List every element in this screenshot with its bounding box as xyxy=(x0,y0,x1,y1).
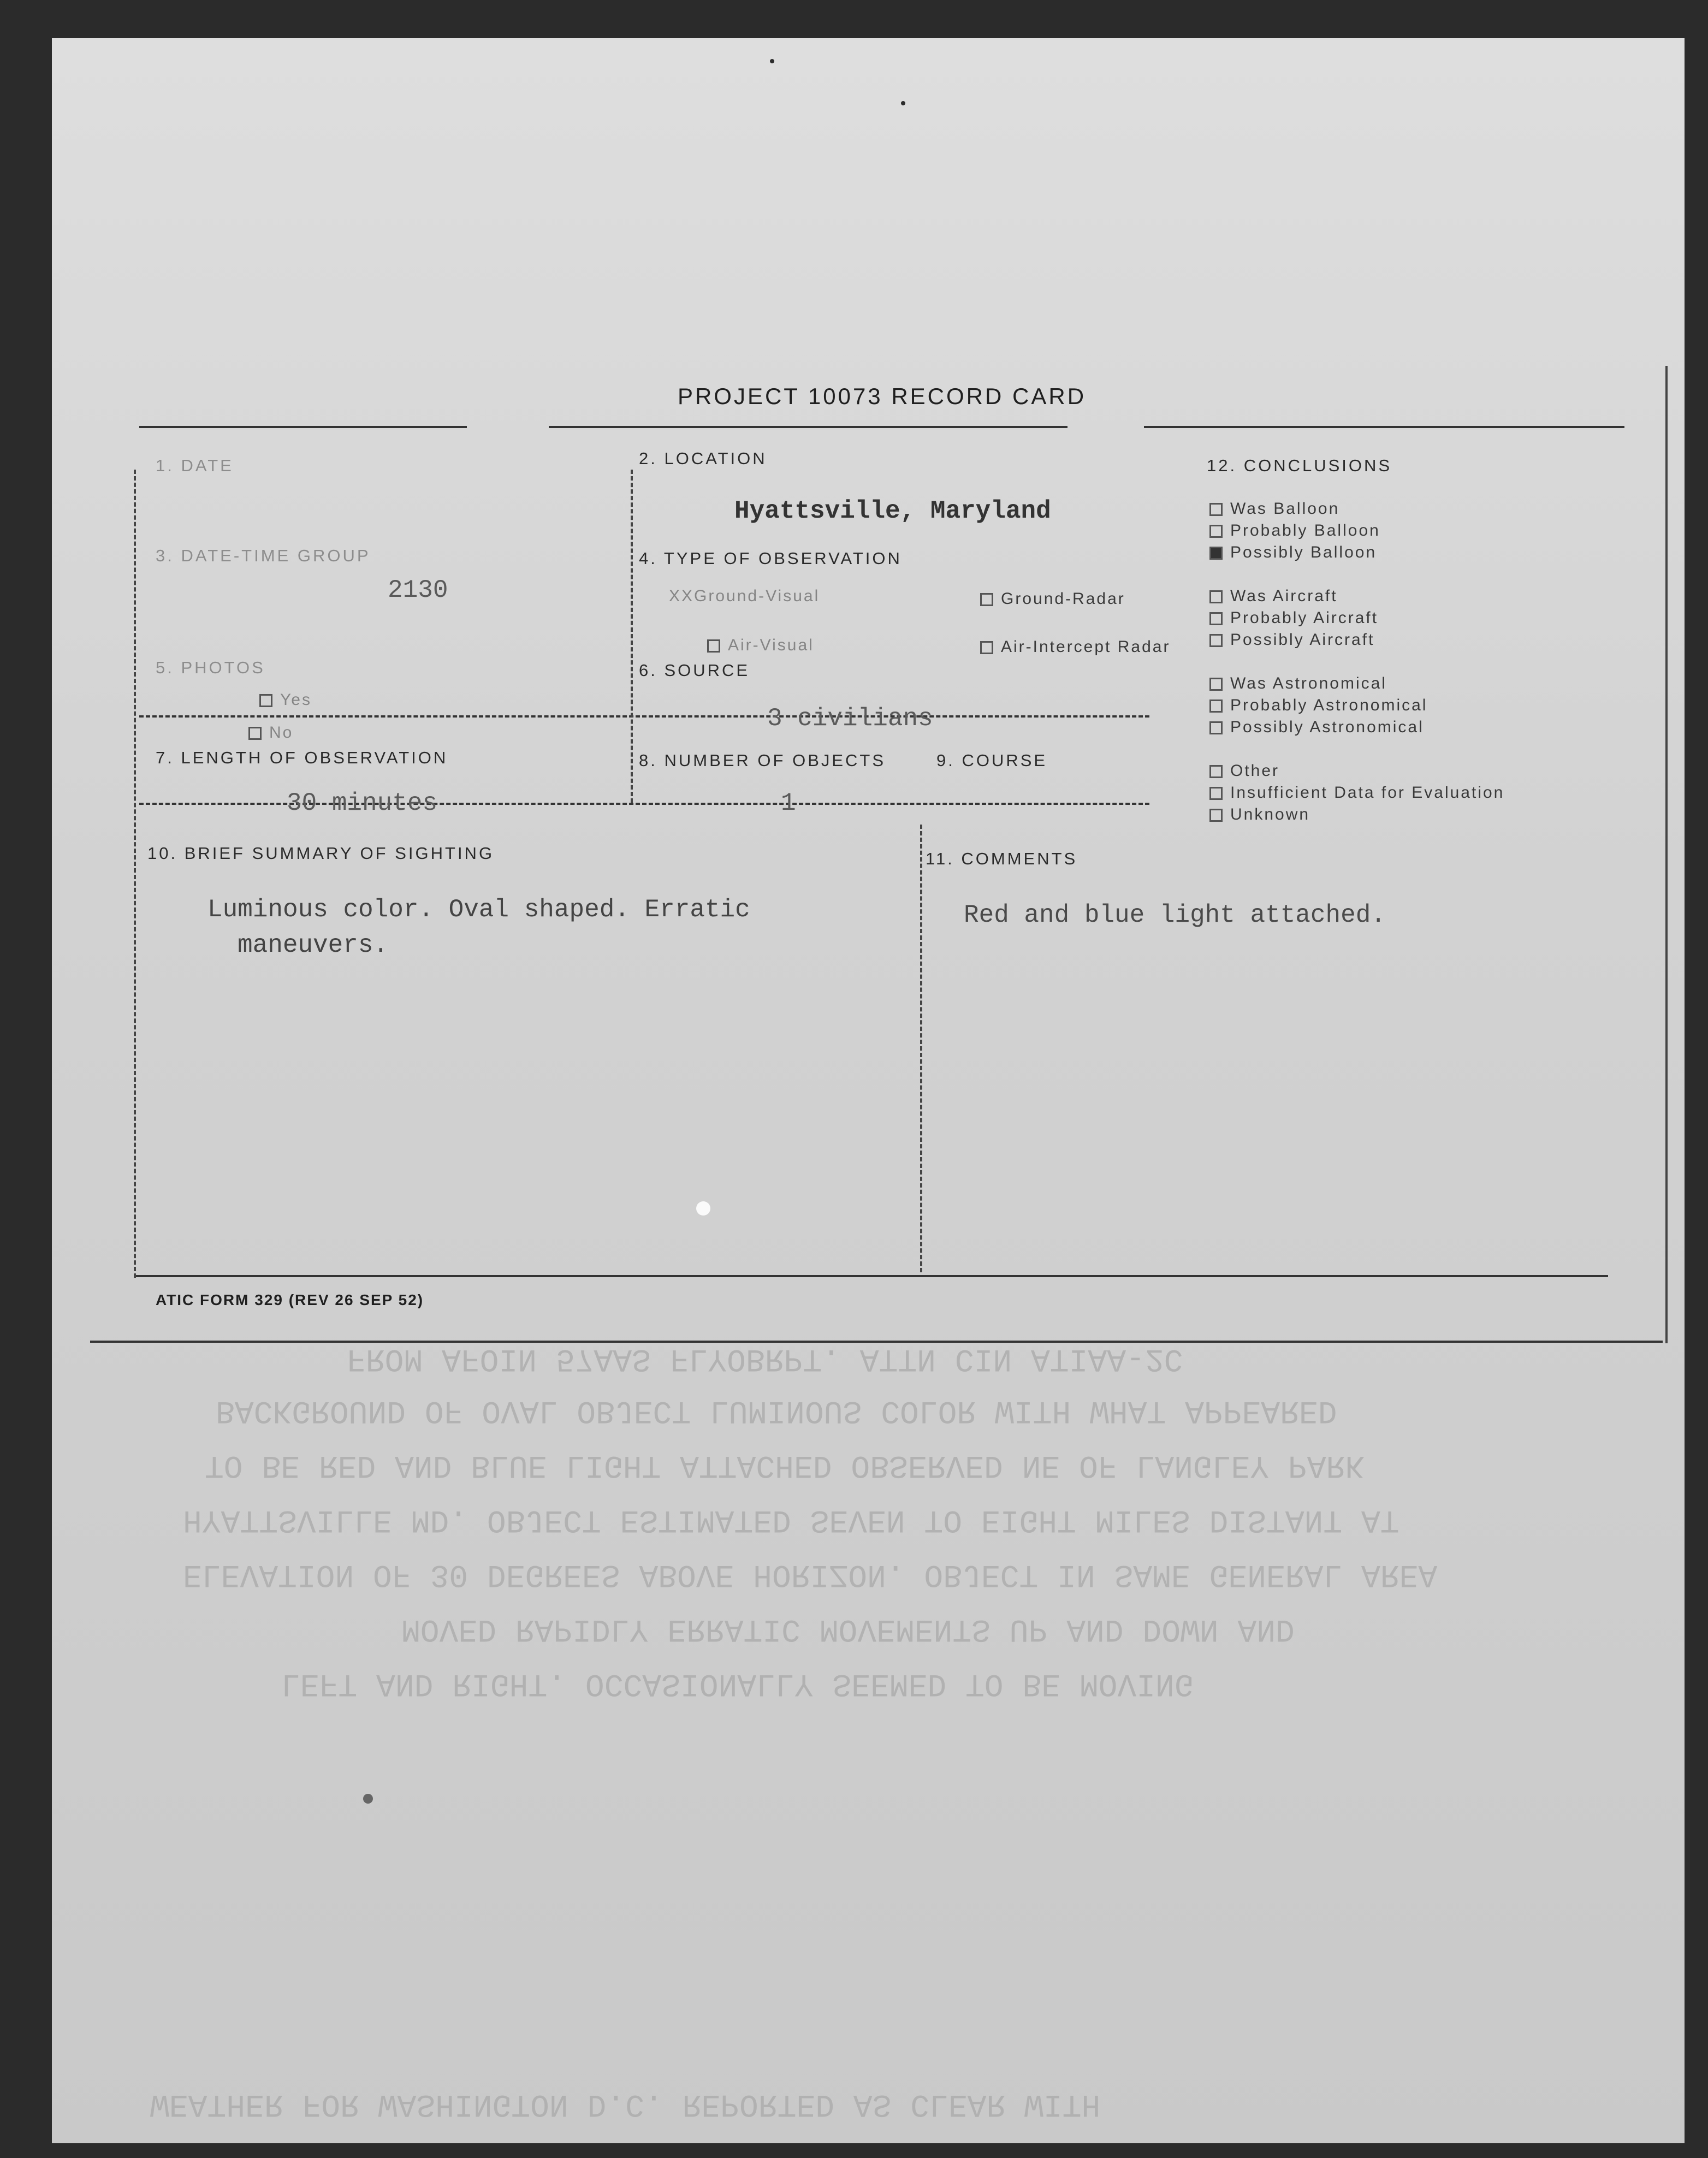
checkbox-icon xyxy=(1209,590,1223,603)
checkbox-icon xyxy=(248,727,262,740)
datetime-group-value: 2130 xyxy=(388,576,448,604)
conclusion-was-astronomical: Was Astronomical xyxy=(1209,674,1387,693)
source-label: 6. SOURCE xyxy=(639,661,750,680)
speck xyxy=(696,1201,710,1216)
length-label: 7. LENGTH OF OBSERVATION xyxy=(156,748,448,767)
conclusions-label: 12. CONCLUSIONS xyxy=(1207,456,1392,475)
bleed-line: TO BE RED AND BLUE LIGHT ATTACHED OBSERVED NE OF LANGLEY PARK xyxy=(205,1447,1365,1483)
conclusion-possibly-aircraft: Possibly Aircraft xyxy=(1209,631,1374,649)
length-value: 30 minutes xyxy=(287,789,438,817)
record-card xyxy=(139,333,1624,1338)
date-label: 1. DATE xyxy=(156,456,234,475)
comments-value: Red and blue light attached. xyxy=(964,901,1386,929)
objects-value: 1 xyxy=(781,789,796,817)
checked-box-icon xyxy=(1209,547,1223,560)
card-outer-bottom-line xyxy=(90,1341,1663,1343)
conclusion-unknown: Unknown xyxy=(1209,805,1310,824)
bleed-line: WEATHER FOR WASHINGTON D.C. REPORTED AS CLEAR WITH xyxy=(150,2086,1101,2121)
type-option-ground-visual: XXGround-Visual xyxy=(669,587,820,605)
bleed-line: LEFT AND RIGHT. OCCASIONALLY SEEMED TO BE MOVING xyxy=(281,1665,1194,1701)
type-option-ground-radar: Ground-Radar xyxy=(980,590,1125,608)
checkbox-icon xyxy=(1209,678,1223,691)
type-label: 4. TYPE OF OBSERVATION xyxy=(639,549,902,568)
course-label: 9. COURSE xyxy=(936,751,1048,770)
conclusion-probably-balloon: Probably Balloon xyxy=(1209,521,1380,540)
checkbox-icon xyxy=(1209,699,1223,713)
photos-option-no: No xyxy=(248,724,293,742)
conclusion-probably-astronomical: Probably Astronomical xyxy=(1209,696,1427,715)
bleed-line: BACKGROUND OF OVAL OBJECT LUMINOUS COLOR WITH WHAT APPEARED xyxy=(216,1392,1337,1428)
photos-label: 5. PHOTOS xyxy=(156,658,265,677)
bleed-line: MOVED RAPIDLY ERRATIC MOVEMENTS UP AND DOWN AND xyxy=(401,1611,1295,1646)
column-divider xyxy=(920,825,922,1272)
photocopy-page xyxy=(52,38,1685,2143)
conclusion-probably-aircraft: Probably Aircraft xyxy=(1209,609,1378,627)
checkbox-icon xyxy=(259,694,272,707)
bleed-line: HYATTSVILLE MD. OBJECT ESTIMATED SEVEN TO EIGHT MILES DISTANT AT xyxy=(183,1502,1399,1537)
type-option-air-visual: Air-Visual xyxy=(707,636,814,655)
checkbox-icon xyxy=(1209,809,1223,822)
location-label: 2. LOCATION xyxy=(639,449,767,468)
conclusion-possibly-astronomical: Possibly Astronomical xyxy=(1209,718,1424,737)
conclusion-possibly-balloon: Possibly Balloon xyxy=(1209,543,1377,562)
photos-option-yes: Yes xyxy=(259,691,312,709)
card-right-edge xyxy=(1665,366,1668,1343)
checkbox-icon xyxy=(980,641,993,654)
checkbox-icon xyxy=(1209,765,1223,778)
speck xyxy=(363,1794,373,1804)
conclusion-insufficient-data: Insufficient Data for Evaluation xyxy=(1209,784,1504,802)
comments-label: 11. COMMENTS xyxy=(926,849,1078,868)
divider xyxy=(139,715,1149,718)
column-divider xyxy=(631,470,633,803)
conclusion-was-aircraft: Was Aircraft xyxy=(1209,587,1338,606)
summary-line-2: maneuvers. xyxy=(238,931,389,959)
bleed-line: ELEVATION OF 30 DEGREES ABOVE HORIZON. OBJECT IN SAME GENERAL AREA xyxy=(183,1556,1438,1592)
checkbox-icon xyxy=(707,639,720,653)
form-identifier: ATIC FORM 329 (REV 26 SEP 52) xyxy=(156,1291,424,1308)
checkbox-icon xyxy=(1209,525,1223,538)
divider xyxy=(1144,426,1624,428)
location-value: Hyattsville, Maryland xyxy=(734,497,1051,525)
speck xyxy=(901,101,905,105)
checkbox-icon xyxy=(980,593,993,606)
checkbox-icon xyxy=(1209,634,1223,647)
card-left-edge xyxy=(134,470,136,1278)
checkbox-icon xyxy=(1209,612,1223,625)
datetime-group-label: 3. DATE-TIME GROUP xyxy=(156,546,371,565)
card-bottom-line xyxy=(134,1275,1608,1277)
divider xyxy=(139,426,467,428)
conclusion-was-balloon: Was Balloon xyxy=(1209,500,1339,518)
speck xyxy=(770,59,774,63)
divider xyxy=(549,426,1068,428)
summary-line-1: Luminous color. Oval shaped. Erratic xyxy=(207,896,750,924)
summary-label: 10. BRIEF SUMMARY OF SIGHTING xyxy=(147,844,495,863)
checkbox-icon xyxy=(1209,787,1223,800)
source-value: 3 civilians xyxy=(767,704,933,733)
objects-label: 8. NUMBER OF OBJECTS xyxy=(639,751,886,770)
card-title: PROJECT 10073 RECORD CARD xyxy=(677,383,1087,409)
checkbox-icon xyxy=(1209,721,1223,734)
conclusion-other: Other xyxy=(1209,762,1279,780)
type-option-air-intercept-radar: Air-Intercept Radar xyxy=(980,638,1170,656)
checkbox-icon xyxy=(1209,503,1223,516)
bleed-line: FROM AFOIN 57AAS FLYOBRPT. ATTN CIN ATIAA-2C xyxy=(347,1341,1183,1376)
